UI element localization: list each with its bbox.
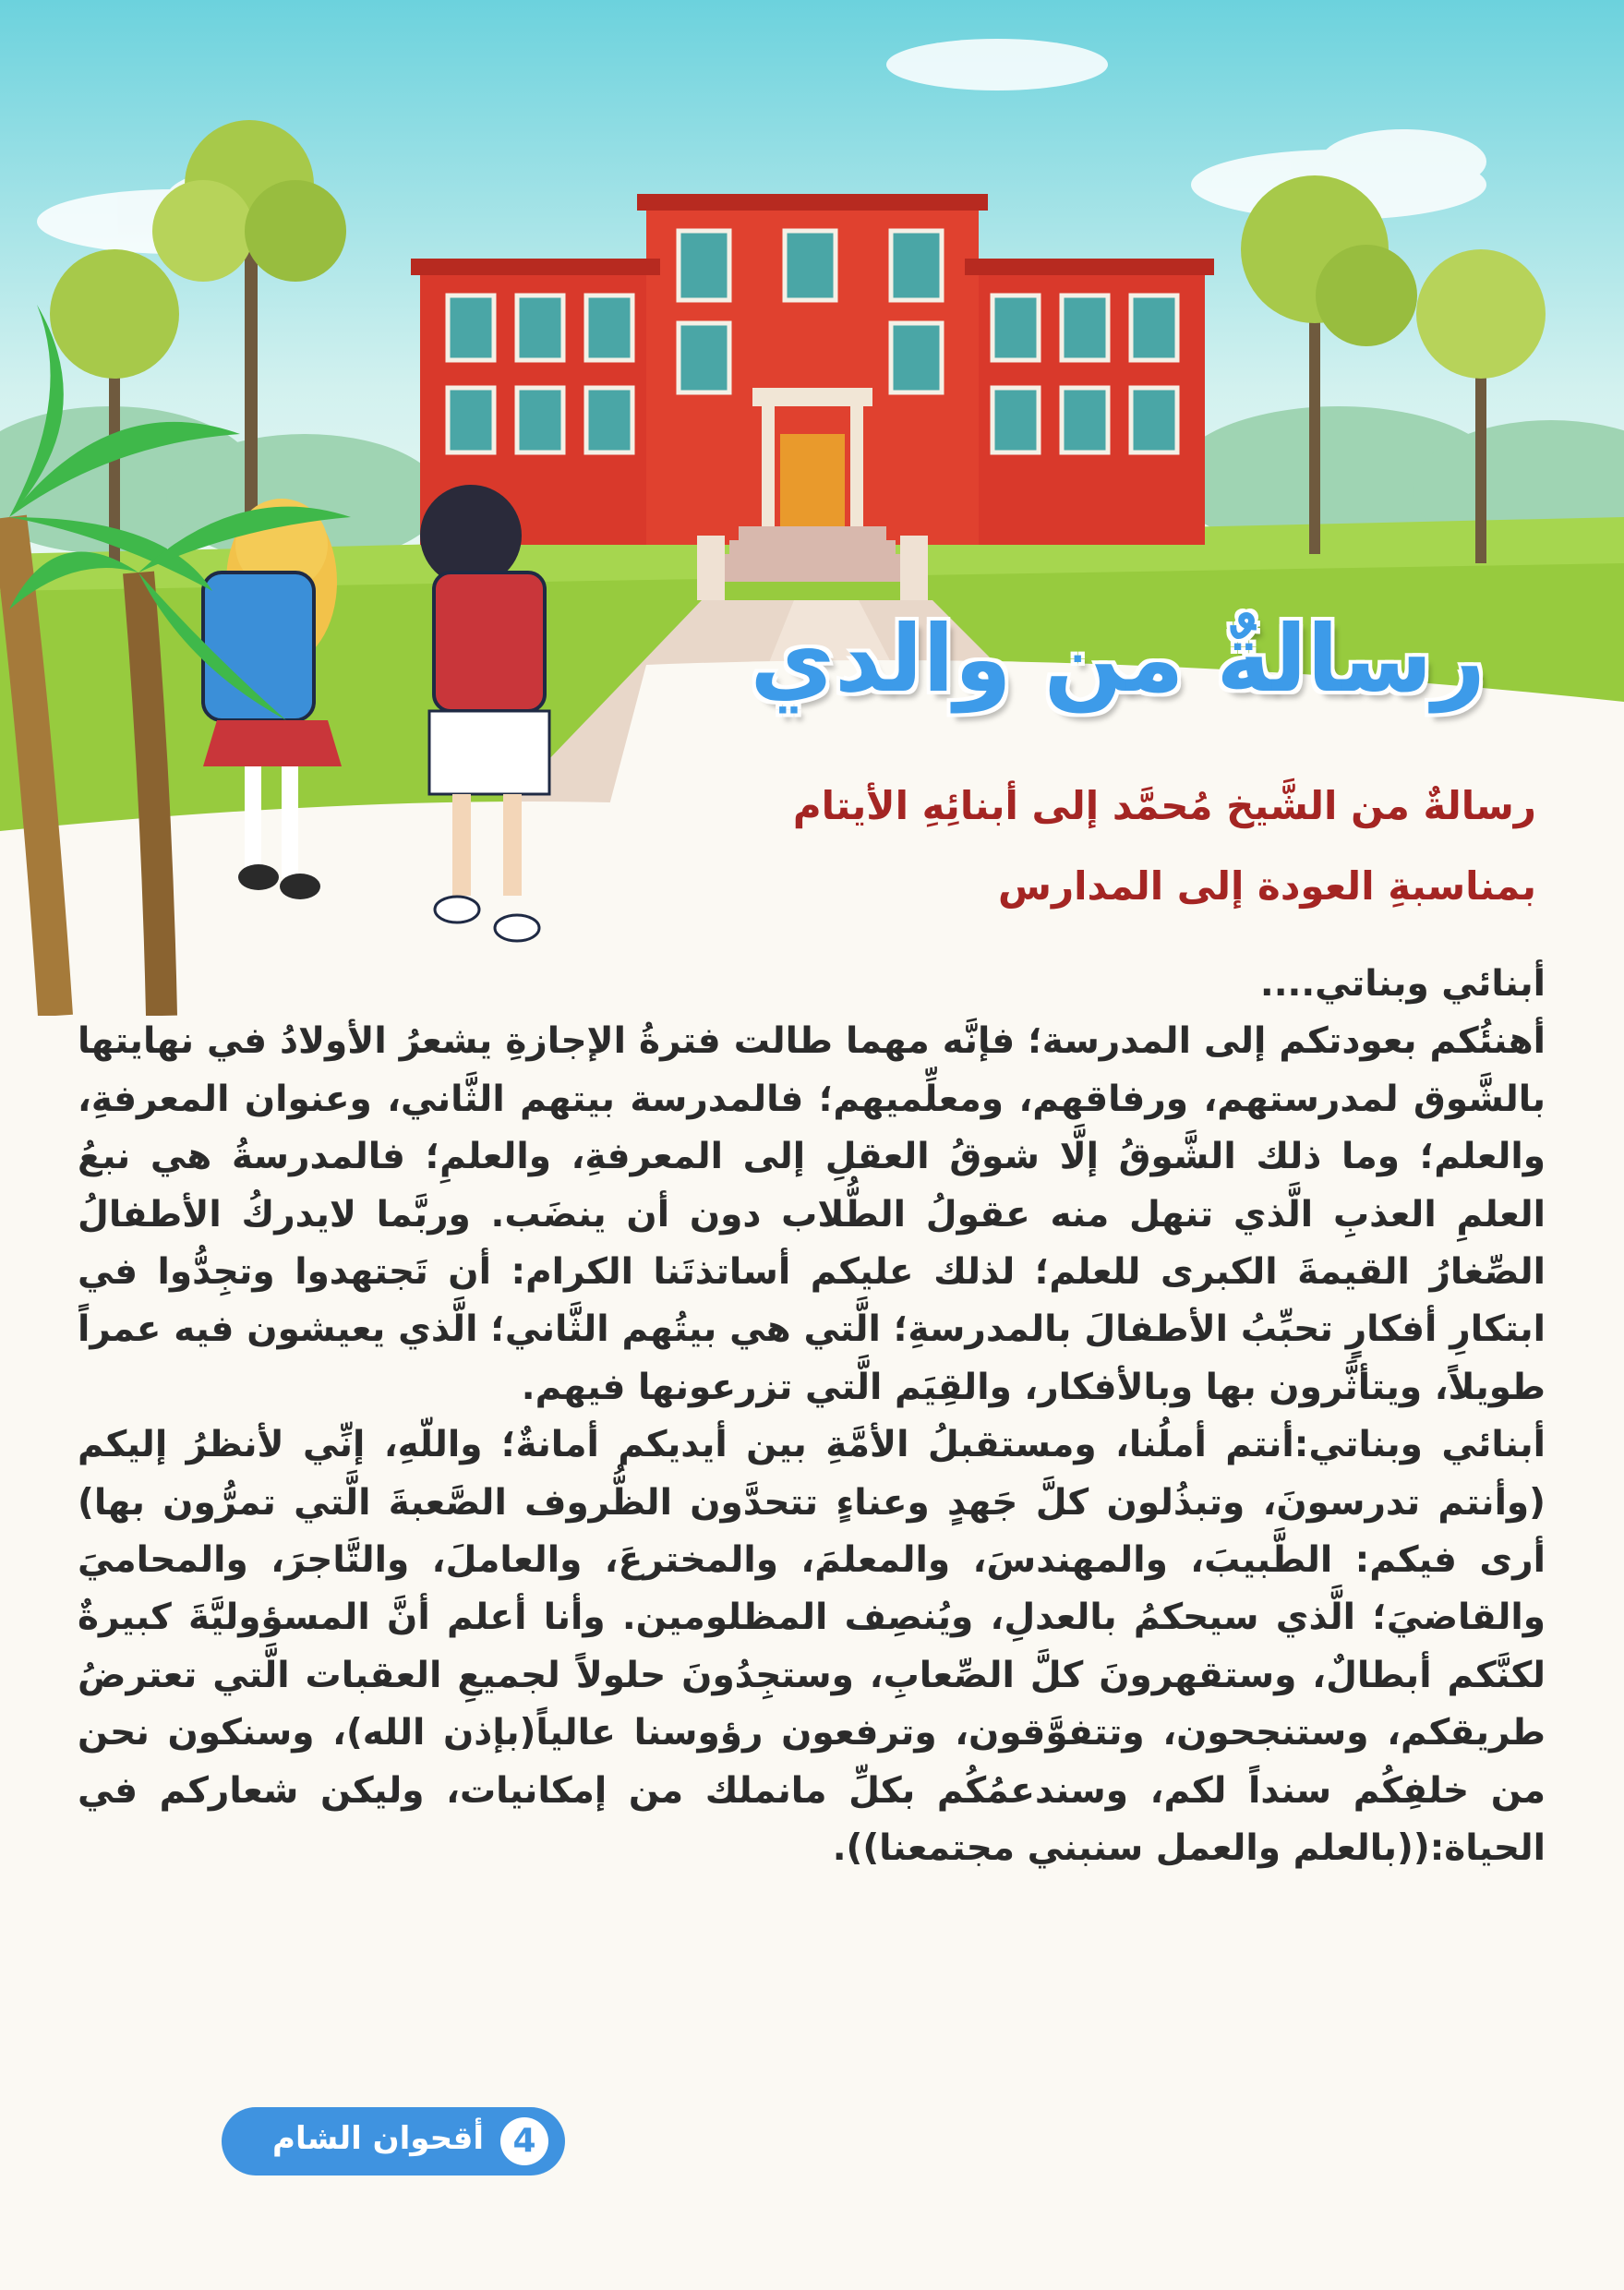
magazine-name: أقحوان الشام [272, 2120, 484, 2157]
page-title: رسالةٌ من والدي [750, 605, 1486, 713]
article-paragraph: أبنائي وبناتي:أنتم أملُنا، ومستقبلُ الأمَّةِ بين أيديكم أمانةٌ؛ واللّهِ، إنِّي لأنظرُ إليكم (وأنتم تدرسونَ، وتبذُلون كلَّ جَهدٍ وعناءٍ تتحدَّون الظُّروف الصَّعبةَ الَّتي تمرُّون بها) أرى فيكم: الطَّبيبَ، والمهندسَ، والمعلمَ، والمخترعَ، والعاملَ، والتَّاجرَ، والمحاميَ والقاضيَ؛ الَّذي سيحكمُ بالعدلِ، ويُنصِف المظلومين. وأنا أعلم أنَّ المسؤوليَّةَ كبيرةٌ لكنَّكم أبطالٌ، وستقهرونَ كلَّ الصِّعابِ، وستجِدُونَ حلولاً لجميعِ العقبات الَّتي تعترضُ طريقكم، وستنجحون، وتتفوَّقون، وترفعون رؤوسنا عالياً(بإذن الله)، وسنكون نحن من خلفِكُم سنداً لكم، وسندعمُكُم بكلِّ مانملك من إمكانيات، وليكن شعاركم في الحياة:((بالعلم والعمل سنبني مجتمعنا)). [78, 1424, 1546, 1870]
subtitle-line-2: بمناسبةِ العودة إلى المدارس [998, 863, 1536, 909]
page-number: 4 [500, 2117, 548, 2165]
article-paragraph: أبنائي وبناتي.... [1259, 963, 1546, 1005]
footer-badge [222, 2107, 565, 2176]
article-paragraph: أهنئُكم بعودتكم إلى المدرسة؛ فإنَّه مهما طالت فترةُ الإجازةِ يشعرُ الأولادُ في نهايتها بالشَّوق لمدرستهم، ورفاقهم، ومعلِّميهم؛ فالمدرسة بيتهم الثَّاني، وعنوان المعرفةِ، والعلم؛ وما ذلك الشَّوقُ إلَّا شوقُ العقلِ إلى المعرفةِ، والعلمِ؛ فالمدرسةُ هي نبعُ العلمِ العذبِ الَّذي تنهل منه عقولُ الطُّلاب دون أن ينضَب. وربَّما لايدركُ الأطفالُ الصِّغارُ القيمةَ الكبرى للعلم؛ لذلك عليكم أساتذتَنا الكرام: أن تَجتهدوا وتجِدُّوا في ابتكارِ أفكارٍ تحبِّبُ الأطفالَ بالمدرسةِ؛ الَّتي هي بيتُهم الثَّاني؛ الَّذي يعيشون فيه عمراً طويلاً، ويتأثَّرون بها وبالأفكار، والقِيَم الَّتي تزرعونها فيهم. [78, 1020, 1546, 1408]
subtitle-line-1: رسالةٌ من الشَّيخ مُحمَّد إلى أبنائِهِ الأيتام [792, 783, 1536, 828]
article-body [78, 956, 1546, 1878]
